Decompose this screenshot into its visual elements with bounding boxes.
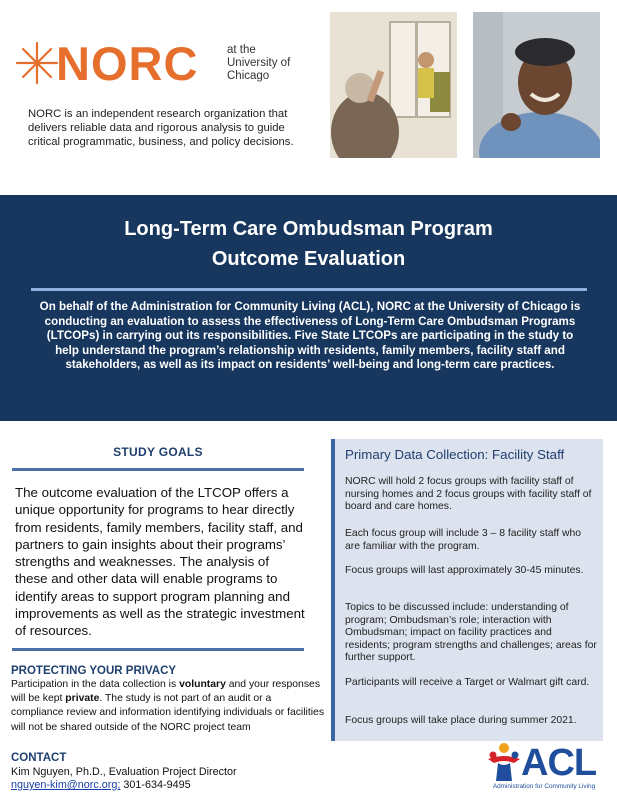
banner-intro-text: On behalf of the Administration for Community Living (ACL), NORC at the University of Chicago is conducting an evaluation to assess the effectiveness of Long-Term Care Ombudsman Programs (LTCOPs) in carrying out its responsibilities. Five State LTCOPs are participating in the study to help understand the program’s relationship with residents, family members, facility staff and stakeholders, as well as its impact on residents’ well-being and long-term care practices. xyxy=(39,300,581,371)
photo-visitor-illustration xyxy=(330,12,457,158)
facility-staff-paragraph: Topics to be discussed include: understanding of program; Ombudsman’s role; interaction with Ombudsman; impact on facility practices and residents; program strengths and challenges; areas for further support. xyxy=(345,602,597,663)
banner-divider xyxy=(31,288,587,291)
privacy-emphasis: private xyxy=(65,693,100,705)
facility-staff-heading: Primary Data Collection: Facility Staff xyxy=(345,447,565,462)
title-line: Long-Term Care Ombudsman Program xyxy=(124,218,493,240)
facility-staff-paragraph: Focus groups will last approximately 30-45 minutes. xyxy=(345,565,584,576)
norc-wordmark: NORC xyxy=(56,37,199,90)
acl-logo xyxy=(484,741,604,797)
contact-name: Kim Nguyen, Ph.D., Evaluation Project Director xyxy=(11,766,237,778)
photo-visitor-at-window xyxy=(330,12,457,158)
privacy-text-part: and your responses will be kept xyxy=(11,679,321,705)
title-line: Outcome Evaluation xyxy=(211,248,406,270)
acl-full-name: Administration for Community Living xyxy=(492,783,596,790)
facility-staff-panel-accent xyxy=(331,439,335,741)
contact-details xyxy=(11,779,191,792)
photo-smiling-resident xyxy=(473,12,600,158)
norc-affiliation-line: at the xyxy=(227,44,256,56)
norc-affiliation xyxy=(227,44,290,83)
document-title xyxy=(0,214,617,274)
contact-heading: CONTACT xyxy=(11,752,67,764)
norc-starburst-icon xyxy=(14,40,60,86)
contact-email-link[interactable]: nguyen-kim@norc.org; xyxy=(11,779,121,791)
norc-tagline: NORC is an independent research organization that delivers reliable data and rigorous analysis to guide critical programmatic, business, and policy decisions. xyxy=(28,108,294,148)
privacy-heading: PROTECTING YOUR PRIVACY xyxy=(11,665,177,677)
acl-people-icon xyxy=(484,741,524,783)
contact-phone: 301-634-9495 xyxy=(120,779,191,791)
privacy-emphasis: voluntary xyxy=(179,679,226,690)
norc-affiliation-line: Chicago xyxy=(227,70,270,82)
norc-logo xyxy=(14,38,304,88)
privacy-text xyxy=(11,678,325,735)
study-goals-heading: STUDY GOALS xyxy=(113,445,203,459)
norc-affiliation-line: University of xyxy=(227,57,291,69)
acl-wordmark: ACL xyxy=(521,742,597,784)
section-divider xyxy=(12,468,304,471)
study-goals-text: The outcome evaluation of the LTCOP offers a unique opportunity for programs to hear directly from residents, family members, facility staff, and partners to gain insights about their programs’ strengths and weaknesses. The analysis of these and other data will enable programs to identify areas to support program planning and improvements as well as the strategic investment of resources. xyxy=(15,485,305,639)
photo-resident-illustration xyxy=(473,12,600,158)
privacy-text-part: Participation in the data collection is xyxy=(11,679,180,690)
facility-staff-paragraph: NORC will hold 2 focus groups with facility staff of nursing homes and 2 focus groups with facility staff of board and care homes. xyxy=(345,476,592,512)
privacy-text-part: . The study is not part of an audit or a compliance review and information identifying individuals or facilities will not be shared outside of the NORC project team xyxy=(11,693,325,733)
facility-staff-paragraph: Each focus group will include 3 – 8 facility staff who are familiar with the program. xyxy=(345,528,582,552)
facility-staff-paragraph: Participants will receive a Target or Walmart gift card. xyxy=(345,677,590,688)
section-divider xyxy=(12,648,304,651)
facility-staff-paragraph: Focus groups will take place during summer 2021. xyxy=(345,715,577,726)
